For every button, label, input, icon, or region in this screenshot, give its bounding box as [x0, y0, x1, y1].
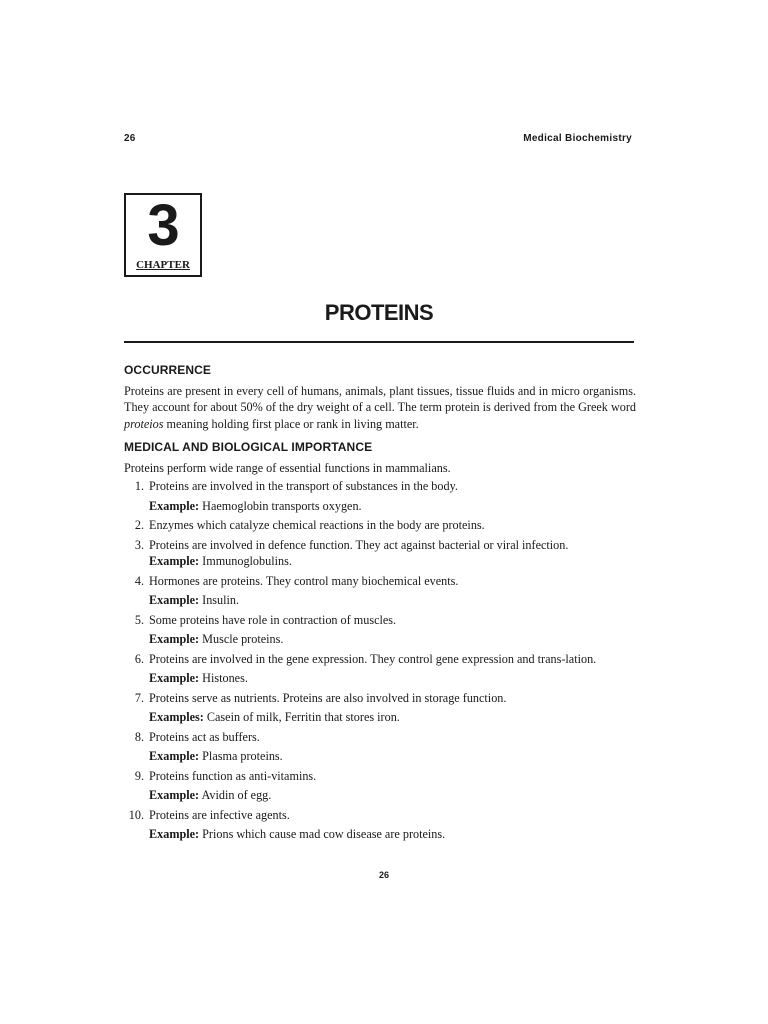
footer-page-number: 26: [378, 870, 389, 880]
importance-list: [124, 478, 636, 843]
example-label: Example:: [149, 554, 200, 568]
list-item-number: 6.: [134, 651, 144, 666]
list-item-example: [149, 498, 636, 515]
list-item-example: [149, 592, 636, 609]
list-item: [124, 807, 636, 843]
example-text: Insulin.: [199, 593, 240, 607]
example-text: Histones.: [199, 671, 248, 685]
list-item: [124, 537, 636, 570]
list-item-number: 4.: [134, 573, 144, 588]
example-label: Example:: [149, 498, 200, 513]
list-item: [124, 478, 636, 514]
list-item: [124, 729, 636, 765]
example-label: Example:: [149, 593, 200, 607]
list-item: [124, 612, 636, 648]
example-label: Example:: [149, 671, 200, 685]
list-item-example: [149, 709, 636, 726]
chapter-content: [124, 362, 636, 846]
example-text: Haemoglobin transports oxygen.: [199, 498, 362, 513]
list-item-text: Proteins are involved in defence function. They act against bacterial or viral infection.: [149, 537, 569, 552]
list-item: [124, 573, 636, 609]
list-item-text: Proteins serve as nutrients. Proteins are also involved in storage function.: [149, 690, 507, 705]
chapter-number: 3: [147, 193, 179, 258]
list-item-text: Enzymes which catalyze chemical reactions in the body are proteins.: [149, 518, 485, 532]
list-item-number: 3.: [134, 537, 144, 552]
list-item-example: [149, 631, 636, 648]
list-item-text: Proteins are infective agents.: [149, 807, 290, 822]
list-item-text: Hormones are proteins. They control many biochemical events.: [149, 573, 459, 588]
chapter-label: CHAPTER: [136, 259, 190, 271]
list-item-text: Some proteins have role in contraction of muscles.: [149, 612, 397, 627]
example-text: Muscle proteins.: [199, 632, 284, 646]
list-item-number: 1.: [134, 479, 144, 493]
list-item-example: [149, 826, 636, 843]
chapter-badge: [124, 193, 202, 277]
list-item-text: Proteins function as anti-vitamins.: [149, 768, 317, 783]
example-label: Example:: [149, 749, 200, 763]
list-item: [124, 651, 636, 687]
list-item-number: 7.: [134, 690, 144, 705]
header-page-number: 26: [124, 133, 136, 144]
occurrence-paragraph: [124, 383, 636, 433]
example-label: Example:: [149, 632, 200, 646]
section-heading-importance: MEDICAL AND BIOLOGICAL IMPORTANCE: [124, 440, 373, 454]
list-item-text: Proteins are involved in the gene expression. They control gene expression and trans-lation.: [149, 651, 597, 666]
header-book-title: Medical Biochemistry: [523, 133, 632, 144]
list-item-number: 8.: [134, 729, 144, 744]
example-text: Immunoglobulins.: [199, 554, 292, 568]
list-item-example: [149, 748, 636, 765]
list-item: [124, 768, 636, 804]
list-item-example: [149, 553, 636, 570]
chapter-title: PROTEINS: [324, 300, 434, 325]
importance-intro: Proteins perform wide range of essential functions in mammalians.: [124, 460, 451, 475]
list-item-text: Proteins are involved in the transport of substances in the body.: [149, 479, 458, 493]
list-item-text: Proteins act as buffers.: [149, 729, 260, 744]
list-item: [124, 690, 636, 726]
list-item-example: [149, 787, 636, 804]
list-item-number: 5.: [134, 612, 144, 627]
list-item-number: 2.: [134, 518, 144, 532]
example-text: Avidin of egg.: [199, 788, 272, 802]
occurrence-text-italic: proteios: [124, 416, 164, 431]
occurrence-text-after: meaning holding first place or rank in living matter.: [163, 416, 419, 431]
example-label: Example:: [149, 788, 200, 802]
list-item: [124, 517, 636, 534]
occurrence-text-before: Proteins are present in every cell of humans, animals, plant tissues, tissue fluids and in micro organisms. They account for about 50% of the dry weight of a cell. The term protein is derived from the Greek word: [124, 383, 636, 414]
example-label: Example:: [149, 827, 200, 841]
list-item-example: [149, 670, 636, 687]
title-divider: [124, 341, 634, 343]
example-text: Casein of milk, Ferritin that stores iron.: [203, 710, 400, 724]
list-item-number: 9.: [134, 768, 144, 783]
section-heading-occurrence: OCCURRENCE: [124, 363, 212, 377]
example-text: Prions which cause mad cow disease are proteins.: [199, 827, 446, 841]
list-item-number: 10.: [128, 807, 144, 822]
example-text: Plasma proteins.: [199, 749, 283, 763]
example-label: Examples:: [149, 710, 204, 724]
